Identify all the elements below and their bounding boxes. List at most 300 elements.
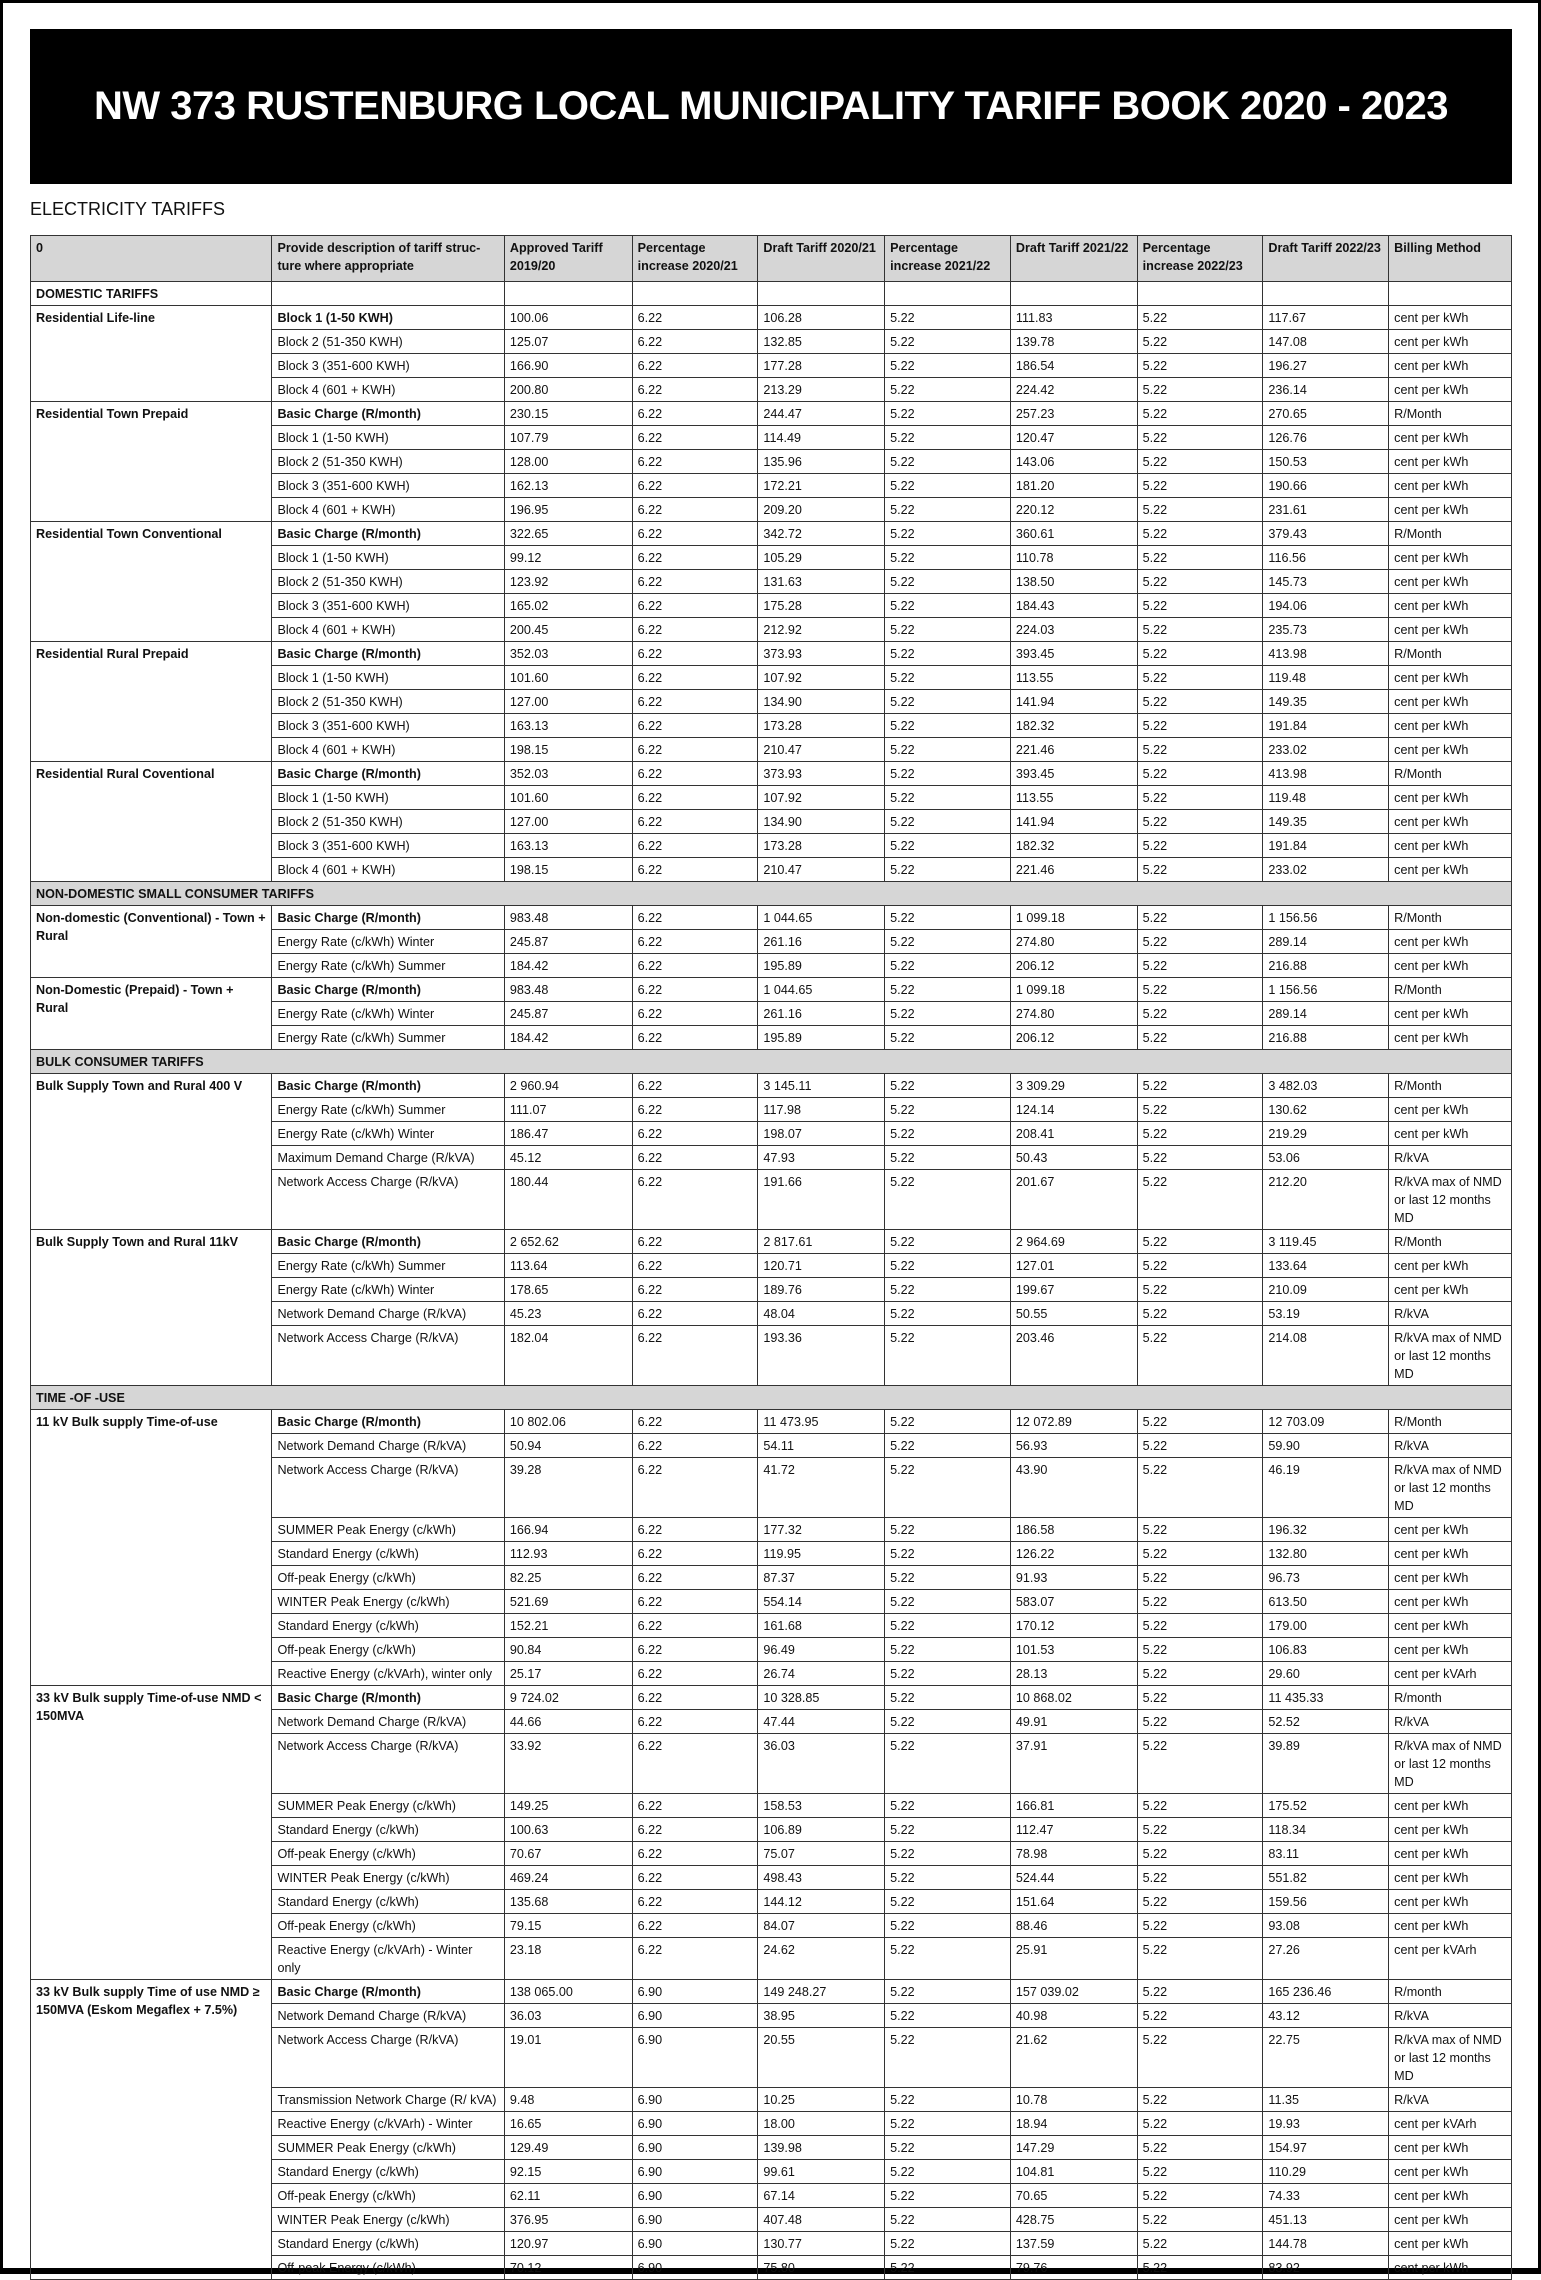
draft-2021-22: 170.12 — [1010, 1614, 1137, 1638]
pct-increase-2021-22: 5.22 — [885, 858, 1011, 882]
pct-increase-2022-23: 5.22 — [1137, 2136, 1263, 2160]
draft-2020-21: 134.90 — [758, 690, 885, 714]
pct-increase-2020-21: 6.22 — [632, 1590, 758, 1614]
billing-method: cent per kWh — [1389, 378, 1512, 402]
pct-increase-2022-23: 5.22 — [1137, 786, 1263, 810]
draft-2022-23: 29.60 — [1263, 1662, 1389, 1686]
pct-increase-2021-22: 5.22 — [885, 690, 1011, 714]
draft-2020-21: 2 817.61 — [758, 1230, 885, 1254]
billing-method: R/Month — [1389, 522, 1512, 546]
pct-increase-2022-23: 5.22 — [1137, 1842, 1263, 1866]
billing-method: cent per kWh — [1389, 1518, 1512, 1542]
billing-method: cent per kWh — [1389, 1614, 1512, 1638]
draft-2022-23: 233.02 — [1263, 858, 1389, 882]
draft-2022-23: 233.02 — [1263, 738, 1389, 762]
billing-method: cent per kWh — [1389, 498, 1512, 522]
billing-method: cent per kWh — [1389, 1026, 1512, 1050]
pct-increase-2020-21: 6.90 — [632, 2028, 758, 2088]
draft-2022-23: 11.35 — [1263, 2088, 1389, 2112]
billing-method: cent per kWh — [1389, 666, 1512, 690]
draft-2020-21: 172.21 — [758, 474, 885, 498]
draft-2022-23: 149.35 — [1263, 810, 1389, 834]
billing-method: cent per kVArh — [1389, 1938, 1512, 1980]
draft-2021-22: 10 868.02 — [1010, 1686, 1137, 1710]
draft-2020-21: 213.29 — [758, 378, 885, 402]
pct-increase-2021-22: 5.22 — [885, 1866, 1011, 1890]
tariff-description: Energy Rate (c/kWh) Summer — [272, 1098, 504, 1122]
pct-increase-2021-22: 5.22 — [885, 1914, 1011, 1938]
pct-increase-2021-22: 5.22 — [885, 1230, 1011, 1254]
pct-increase-2020-21: 6.22 — [632, 738, 758, 762]
draft-2020-21: 149 248.27 — [758, 1980, 885, 2004]
header-cell: Percentage increase 2020/21 — [632, 236, 758, 282]
approved-2019-20: 129.49 — [504, 2136, 632, 2160]
empty-cell — [1389, 282, 1512, 306]
pct-increase-2021-22: 5.22 — [885, 1170, 1011, 1230]
pct-increase-2022-23: 5.22 — [1137, 1002, 1263, 1026]
billing-method: cent per kWh — [1389, 450, 1512, 474]
pct-increase-2020-21: 6.22 — [632, 1938, 758, 1980]
draft-2020-21: 161.68 — [758, 1614, 885, 1638]
pct-increase-2021-22: 5.22 — [885, 906, 1011, 930]
draft-2022-23: 235.73 — [1263, 618, 1389, 642]
tariff-description: Transmission Network Charge (R/ kVA) — [272, 2088, 504, 2112]
draft-2020-21: 107.92 — [758, 666, 885, 690]
pct-increase-2022-23: 5.22 — [1137, 1122, 1263, 1146]
tariff-description: Reactive Energy (c/kVArh), winter only — [272, 1662, 504, 1686]
draft-2021-22: 274.80 — [1010, 1002, 1137, 1026]
draft-2020-21: 139.98 — [758, 2136, 885, 2160]
draft-2022-23: 270.65 — [1263, 402, 1389, 426]
pct-increase-2021-22: 5.22 — [885, 666, 1011, 690]
tariff-description: Basic Charge (R/month) — [272, 1686, 504, 1710]
pct-increase-2020-21: 6.22 — [632, 1818, 758, 1842]
draft-2021-22: 10.78 — [1010, 2088, 1137, 2112]
tariff-description: Network Access Charge (R/kVA) — [272, 1458, 504, 1518]
pct-increase-2022-23: 5.22 — [1137, 354, 1263, 378]
draft-2020-21: 195.89 — [758, 1026, 885, 1050]
draft-2022-23: 110.29 — [1263, 2160, 1389, 2184]
draft-2021-22: 199.67 — [1010, 1278, 1137, 1302]
draft-2022-23: 93.08 — [1263, 1914, 1389, 1938]
billing-method: cent per kWh — [1389, 354, 1512, 378]
approved-2019-20: 149.25 — [504, 1794, 632, 1818]
draft-2022-23: 106.83 — [1263, 1638, 1389, 1662]
billing-method: cent per kWh — [1389, 690, 1512, 714]
header-cell: Percentage increase 2021/22 — [885, 236, 1011, 282]
table-row — [31, 522, 1512, 546]
approved-2019-20: 36.03 — [504, 2004, 632, 2028]
pct-increase-2021-22: 5.22 — [885, 546, 1011, 570]
billing-method: cent per kWh — [1389, 330, 1512, 354]
tariff-category: 33 kV Bulk supply Time-of-use NMD < 150MVA — [31, 1686, 272, 1980]
pct-increase-2021-22: 5.22 — [885, 1818, 1011, 1842]
billing-method: cent per kWh — [1389, 570, 1512, 594]
pct-increase-2020-21: 6.22 — [632, 1614, 758, 1638]
pct-increase-2022-23: 5.22 — [1137, 330, 1263, 354]
tariff-description: Block 2 (51-350 KWH) — [272, 450, 504, 474]
pct-increase-2020-21: 6.22 — [632, 1302, 758, 1326]
pct-increase-2021-22: 5.22 — [885, 738, 1011, 762]
draft-2021-22: 221.46 — [1010, 858, 1137, 882]
approved-2019-20: 182.04 — [504, 1326, 632, 1386]
approved-2019-20: 322.65 — [504, 522, 632, 546]
billing-method: cent per kWh — [1389, 1794, 1512, 1818]
tariff-description: Standard Energy (c/kWh) — [272, 2232, 504, 2256]
draft-2022-23: 3 119.45 — [1263, 1230, 1389, 1254]
header-cell: Percentage increase 2022/23 — [1137, 236, 1263, 282]
draft-2020-21: 342.72 — [758, 522, 885, 546]
approved-2019-20: 2 652.62 — [504, 1230, 632, 1254]
draft-2021-22: 274.80 — [1010, 930, 1137, 954]
approved-2019-20: 44.66 — [504, 1710, 632, 1734]
billing-method: cent per kWh — [1389, 738, 1512, 762]
pct-increase-2021-22: 5.22 — [885, 2088, 1011, 2112]
draft-2021-22: 157 039.02 — [1010, 1980, 1137, 2004]
draft-2022-23: 196.27 — [1263, 354, 1389, 378]
draft-2020-21: 130.77 — [758, 2232, 885, 2256]
tariff-description: Standard Energy (c/kWh) — [272, 1542, 504, 1566]
billing-method: cent per kWh — [1389, 1098, 1512, 1122]
draft-2020-21: 38.95 — [758, 2004, 885, 2028]
pct-increase-2022-23: 5.22 — [1137, 2028, 1263, 2088]
tariff-description: WINTER Peak Energy (c/kWh) — [272, 1866, 504, 1890]
table-row — [31, 762, 1512, 786]
section-title-cell: BULK CONSUMER TARIFFS — [31, 1050, 1512, 1074]
pct-increase-2021-22: 5.22 — [885, 1710, 1011, 1734]
section-header-row — [31, 1050, 1512, 1074]
pct-increase-2021-22: 5.22 — [885, 978, 1011, 1002]
pct-increase-2021-22: 5.22 — [885, 2004, 1011, 2028]
pct-increase-2020-21: 6.90 — [632, 2004, 758, 2028]
billing-method: cent per kWh — [1389, 1278, 1512, 1302]
draft-2021-22: 12 072.89 — [1010, 1410, 1137, 1434]
tariff-description: Block 4 (601 + KWH) — [272, 738, 504, 762]
draft-2021-22: 141.94 — [1010, 810, 1137, 834]
pct-increase-2022-23: 5.22 — [1137, 858, 1263, 882]
draft-2020-21: 189.76 — [758, 1278, 885, 1302]
draft-2021-22: 88.46 — [1010, 1914, 1137, 1938]
pct-increase-2022-23: 5.22 — [1137, 1590, 1263, 1614]
billing-method: cent per kWh — [1389, 426, 1512, 450]
pct-increase-2021-22: 5.22 — [885, 402, 1011, 426]
approved-2019-20: 79.15 — [504, 1914, 632, 1938]
pct-increase-2021-22: 5.22 — [885, 1614, 1011, 1638]
pct-increase-2021-22: 5.22 — [885, 2112, 1011, 2136]
draft-2020-21: 191.66 — [758, 1170, 885, 1230]
pct-increase-2021-22: 5.22 — [885, 1686, 1011, 1710]
draft-2022-23: 179.00 — [1263, 1614, 1389, 1638]
pct-increase-2021-22: 5.22 — [885, 1542, 1011, 1566]
header-cell: Draft Tariff 2020/21 — [758, 236, 885, 282]
tariff-description: Block 3 (351-600 KWH) — [272, 354, 504, 378]
draft-2020-21: 261.16 — [758, 1002, 885, 1026]
draft-2022-23: 132.80 — [1263, 1542, 1389, 1566]
draft-2021-22: 49.91 — [1010, 1710, 1137, 1734]
pct-increase-2022-23: 5.22 — [1137, 834, 1263, 858]
pct-increase-2022-23: 5.22 — [1137, 906, 1263, 930]
pct-increase-2021-22: 5.22 — [885, 2136, 1011, 2160]
draft-2022-23: 52.52 — [1263, 1710, 1389, 1734]
tariff-category: Non-Domestic (Prepaid) - Town + Rural — [31, 978, 272, 1050]
approved-2019-20: 352.03 — [504, 642, 632, 666]
pct-increase-2022-23: 5.22 — [1137, 1794, 1263, 1818]
tariff-category: Residential Rural Prepaid — [31, 642, 272, 762]
draft-2020-21: 75.07 — [758, 1842, 885, 1866]
billing-method: R/kVA max of NMD or last 12 months MD — [1389, 1170, 1512, 1230]
draft-2021-22: 104.81 — [1010, 2160, 1137, 2184]
pct-increase-2021-22: 5.22 — [885, 930, 1011, 954]
tariff-description: Block 2 (51-350 KWH) — [272, 810, 504, 834]
tariff-description: Block 2 (51-350 KWH) — [272, 330, 504, 354]
draft-2020-21: 26.74 — [758, 1662, 885, 1686]
draft-2020-21: 210.47 — [758, 858, 885, 882]
approved-2019-20: 983.48 — [504, 978, 632, 1002]
approved-2019-20: 2 960.94 — [504, 1074, 632, 1098]
approved-2019-20: 23.18 — [504, 1938, 632, 1980]
pct-increase-2020-21: 6.22 — [632, 402, 758, 426]
pct-increase-2022-23: 5.22 — [1137, 1278, 1263, 1302]
draft-2020-21: 10.25 — [758, 2088, 885, 2112]
approved-2019-20: 135.68 — [504, 1890, 632, 1914]
billing-method: R/Month — [1389, 1230, 1512, 1254]
draft-2022-23: 165 236.46 — [1263, 1980, 1389, 2004]
approved-2019-20: 128.00 — [504, 450, 632, 474]
approved-2019-20: 166.90 — [504, 354, 632, 378]
draft-2022-23: 96.73 — [1263, 1566, 1389, 1590]
tariff-description: Standard Energy (c/kWh) — [272, 1890, 504, 1914]
approved-2019-20: 120.97 — [504, 2232, 632, 2256]
billing-method: cent per kWh — [1389, 2160, 1512, 2184]
billing-method: R/Month — [1389, 906, 1512, 930]
approved-2019-20: 198.15 — [504, 738, 632, 762]
approved-2019-20: 39.28 — [504, 1458, 632, 1518]
draft-2022-23: 289.14 — [1263, 930, 1389, 954]
draft-2020-21: 175.28 — [758, 594, 885, 618]
approved-2019-20: 198.15 — [504, 858, 632, 882]
approved-2019-20: 9.48 — [504, 2088, 632, 2112]
draft-2020-21: 212.92 — [758, 618, 885, 642]
draft-2021-22: 524.44 — [1010, 1866, 1137, 1890]
pct-increase-2020-21: 6.22 — [632, 1026, 758, 1050]
pct-increase-2021-22: 5.22 — [885, 1410, 1011, 1434]
billing-method: cent per kWh — [1389, 1842, 1512, 1866]
draft-2021-22: 2 964.69 — [1010, 1230, 1137, 1254]
tariff-category: Bulk Supply Town and Rural 11kV — [31, 1230, 272, 1386]
pct-increase-2020-21: 6.22 — [632, 786, 758, 810]
pct-increase-2021-22: 5.22 — [885, 618, 1011, 642]
section-header-row — [31, 282, 1512, 306]
draft-2021-22: 206.12 — [1010, 1026, 1137, 1050]
pct-increase-2021-22: 5.22 — [885, 1326, 1011, 1386]
draft-2021-22: 166.81 — [1010, 1794, 1137, 1818]
billing-method: cent per kWh — [1389, 594, 1512, 618]
pct-increase-2022-23: 5.22 — [1137, 762, 1263, 786]
tariff-description: Block 4 (601 + KWH) — [272, 498, 504, 522]
approved-2019-20: 200.45 — [504, 618, 632, 642]
billing-method: cent per kWh — [1389, 930, 1512, 954]
pct-increase-2022-23: 5.22 — [1137, 1410, 1263, 1434]
billing-method: cent per kWh — [1389, 1566, 1512, 1590]
table-row — [31, 906, 1512, 930]
pct-increase-2020-21: 6.22 — [632, 426, 758, 450]
table-row — [31, 978, 1512, 1002]
draft-2020-21: 158.53 — [758, 1794, 885, 1818]
approved-2019-20: 127.00 — [504, 810, 632, 834]
tariff-description: WINTER Peak Energy (c/kWh) — [272, 2208, 504, 2232]
pct-increase-2020-21: 6.22 — [632, 1518, 758, 1542]
approved-2019-20: 469.24 — [504, 1866, 632, 1890]
approved-2019-20: 165.02 — [504, 594, 632, 618]
draft-2022-23: 196.32 — [1263, 1518, 1389, 1542]
pct-increase-2021-22: 5.22 — [885, 1518, 1011, 1542]
empty-cell — [885, 282, 1011, 306]
billing-method: cent per kWh — [1389, 2184, 1512, 2208]
approved-2019-20: 186.47 — [504, 1122, 632, 1146]
approved-2019-20: 10 802.06 — [504, 1410, 632, 1434]
tariff-description: Network Access Charge (R/kVA) — [272, 1326, 504, 1386]
tariff-description: Standard Energy (c/kWh) — [272, 1614, 504, 1638]
tariff-description: SUMMER Peak Energy (c/kWh) — [272, 1518, 504, 1542]
draft-2021-22: 182.32 — [1010, 714, 1137, 738]
tariff-description: Basic Charge (R/month) — [272, 978, 504, 1002]
pct-increase-2020-21: 6.22 — [632, 474, 758, 498]
billing-method: R/kVA max of NMD or last 12 months MD — [1389, 2028, 1512, 2088]
draft-2021-22: 40.98 — [1010, 2004, 1137, 2028]
pct-increase-2021-22: 5.22 — [885, 2160, 1011, 2184]
pct-increase-2020-21: 6.22 — [632, 642, 758, 666]
approved-2019-20: 123.92 — [504, 570, 632, 594]
pct-increase-2021-22: 5.22 — [885, 522, 1011, 546]
tariff-description: WINTER Peak Energy (c/kWh) — [272, 1590, 504, 1614]
pct-increase-2020-21: 6.90 — [632, 2160, 758, 2184]
section-title-cell: NON-DOMESTIC SMALL CONSUMER TARIFFS — [31, 882, 1512, 906]
billing-method: cent per kWh — [1389, 1122, 1512, 1146]
draft-2022-23: 413.98 — [1263, 642, 1389, 666]
tariff-description: Energy Rate (c/kWh) Summer — [272, 1254, 504, 1278]
pct-increase-2022-23: 5.22 — [1137, 930, 1263, 954]
billing-method: cent per kWh — [1389, 2136, 1512, 2160]
billing-method: R/month — [1389, 1980, 1512, 2004]
tariff-description: Standard Energy (c/kWh) — [272, 2160, 504, 2184]
draft-2022-23: 119.48 — [1263, 666, 1389, 690]
draft-2021-22: 3 309.29 — [1010, 1074, 1137, 1098]
document-title: NW 373 RUSTENBURG LOCAL MUNICIPALITY TARIFF BOOK 2020 - 2023 — [94, 84, 1448, 128]
approved-2019-20: 111.07 — [504, 1098, 632, 1122]
table-row — [31, 1980, 1512, 2004]
draft-2020-21: 47.44 — [758, 1710, 885, 1734]
approved-2019-20: 162.13 — [504, 474, 632, 498]
pct-increase-2022-23: 5.22 — [1137, 1542, 1263, 1566]
pct-increase-2020-21: 6.22 — [632, 810, 758, 834]
draft-2022-23: 219.29 — [1263, 1122, 1389, 1146]
draft-2021-22: 360.61 — [1010, 522, 1137, 546]
pct-increase-2020-21: 6.22 — [632, 1254, 758, 1278]
pct-increase-2020-21: 6.22 — [632, 1638, 758, 1662]
pct-increase-2021-22: 5.22 — [885, 2184, 1011, 2208]
pct-increase-2020-21: 6.22 — [632, 1326, 758, 1386]
draft-2021-22: 50.55 — [1010, 1302, 1137, 1326]
draft-2020-21: 84.07 — [758, 1914, 885, 1938]
approved-2019-20: 125.07 — [504, 330, 632, 354]
draft-2020-21: 75.80 — [758, 2256, 885, 2280]
pct-increase-2020-21: 6.22 — [632, 330, 758, 354]
draft-2021-22: 139.78 — [1010, 330, 1137, 354]
approved-2019-20: 163.13 — [504, 834, 632, 858]
pct-increase-2022-23: 5.22 — [1137, 1566, 1263, 1590]
pct-increase-2020-21: 6.22 — [632, 1866, 758, 1890]
draft-2022-23: 133.64 — [1263, 1254, 1389, 1278]
billing-method: R/Month — [1389, 402, 1512, 426]
draft-2022-23: 126.76 — [1263, 426, 1389, 450]
draft-2022-23: 22.75 — [1263, 2028, 1389, 2088]
draft-2021-22: 428.75 — [1010, 2208, 1137, 2232]
draft-2022-23: 144.78 — [1263, 2232, 1389, 2256]
pct-increase-2022-23: 5.22 — [1137, 690, 1263, 714]
pct-increase-2021-22: 5.22 — [885, 1794, 1011, 1818]
draft-2022-23: 116.56 — [1263, 546, 1389, 570]
pct-increase-2022-23: 5.22 — [1137, 522, 1263, 546]
draft-2022-23: 175.52 — [1263, 1794, 1389, 1818]
pct-increase-2020-21: 6.22 — [632, 666, 758, 690]
billing-method: cent per kWh — [1389, 306, 1512, 330]
tariff-description: Block 4 (601 + KWH) — [272, 378, 504, 402]
pct-increase-2020-21: 6.22 — [632, 714, 758, 738]
approved-2019-20: 152.21 — [504, 1614, 632, 1638]
header-cell: Draft Tariff 2021/22 — [1010, 236, 1137, 282]
approved-2019-20: 82.25 — [504, 1566, 632, 1590]
draft-2021-22: 208.41 — [1010, 1122, 1137, 1146]
draft-2021-22: 201.67 — [1010, 1170, 1137, 1230]
pct-increase-2022-23: 5.22 — [1137, 1662, 1263, 1686]
tariff-description: Block 2 (51-350 KWH) — [272, 690, 504, 714]
approved-2019-20: 178.65 — [504, 1278, 632, 1302]
draft-2020-21: 132.85 — [758, 330, 885, 354]
tariff-description: Block 1 (1-50 KWH) — [272, 666, 504, 690]
pct-increase-2020-21: 6.22 — [632, 1794, 758, 1818]
pct-increase-2020-21: 6.22 — [632, 906, 758, 930]
header-cell: 0 — [31, 236, 272, 282]
pct-increase-2020-21: 6.22 — [632, 522, 758, 546]
draft-2022-23: 39.89 — [1263, 1734, 1389, 1794]
pct-increase-2022-23: 5.22 — [1137, 570, 1263, 594]
billing-method: cent per kWh — [1389, 1590, 1512, 1614]
tariff-description: Network Access Charge (R/kVA) — [272, 1170, 504, 1230]
pct-increase-2021-22: 5.22 — [885, 1458, 1011, 1518]
draft-2020-21: 18.00 — [758, 2112, 885, 2136]
pct-increase-2020-21: 6.90 — [632, 2184, 758, 2208]
draft-2020-21: 99.61 — [758, 2160, 885, 2184]
draft-2021-22: 127.01 — [1010, 1254, 1137, 1278]
pct-increase-2021-22: 5.22 — [885, 1434, 1011, 1458]
approved-2019-20: 62.11 — [504, 2184, 632, 2208]
draft-2022-23: 27.26 — [1263, 1938, 1389, 1980]
draft-2020-21: 210.47 — [758, 738, 885, 762]
pct-increase-2021-22: 5.22 — [885, 1890, 1011, 1914]
draft-2020-21: 1 044.65 — [758, 978, 885, 1002]
draft-2021-22: 393.45 — [1010, 762, 1137, 786]
tariff-description: Off-peak Energy (c/kWh) — [272, 1566, 504, 1590]
pct-increase-2022-23: 5.22 — [1137, 1914, 1263, 1938]
billing-method: R/Month — [1389, 978, 1512, 1002]
draft-2022-23: 159.56 — [1263, 1890, 1389, 1914]
pct-increase-2021-22: 5.22 — [885, 714, 1011, 738]
tariff-category: Residential Town Prepaid — [31, 402, 272, 522]
tariff-description: Basic Charge (R/month) — [272, 906, 504, 930]
pct-increase-2021-22: 5.22 — [885, 474, 1011, 498]
pct-increase-2022-23: 5.22 — [1137, 2160, 1263, 2184]
pct-increase-2022-23: 5.22 — [1137, 1734, 1263, 1794]
